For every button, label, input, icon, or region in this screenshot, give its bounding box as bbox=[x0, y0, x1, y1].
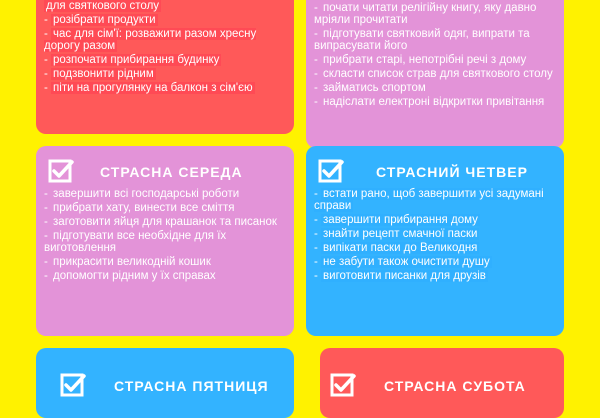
list-item: - розібрати продукти bbox=[44, 14, 156, 26]
list-item: - завершити прибирання дому bbox=[314, 214, 478, 226]
list-item: - час для сім'ї: розважити разом хресну дорогу разом bbox=[44, 28, 257, 52]
list-item: - надіслати електроні відкритки привітання bbox=[314, 96, 545, 108]
list-item: - підготувати все необхідне для їх виготовлення bbox=[44, 230, 227, 254]
card-saturday bbox=[320, 348, 564, 418]
card-title: СТРАСНИЙ ЧЕТВЕР bbox=[376, 164, 528, 180]
list-item: - заготовити яйця для крашанок та писанок bbox=[44, 216, 277, 228]
card-monday-list bbox=[44, 0, 289, 96]
checkbox-check-icon bbox=[318, 158, 344, 184]
checkbox-check-icon bbox=[330, 372, 356, 398]
list-item: - виготовити писанки для друзів bbox=[314, 270, 486, 282]
list-item: - завершити всі господарські роботи bbox=[44, 188, 240, 200]
card-monday bbox=[36, 0, 294, 134]
list-item: - прибрати старі, непотрібні речі з дому bbox=[314, 54, 527, 66]
card-title: СТРАСНА СУБОТА bbox=[384, 378, 526, 394]
list-item: - прибрати хату, винести все сміття bbox=[44, 202, 235, 214]
list-item: - прикрасити великодній кошик bbox=[44, 256, 211, 268]
checkbox-check-icon bbox=[48, 158, 74, 184]
list-item: - встати рано, щоб завершити усі задумані справи bbox=[314, 188, 544, 212]
card-wednesday bbox=[36, 146, 294, 336]
list-item: - почати читати релігійну книгу, яку давно мріяли прочитати bbox=[314, 2, 537, 26]
list-item: - допомогти рідним у їх справах bbox=[44, 270, 216, 282]
list-item: - скласти список страв для святкового столу bbox=[314, 68, 553, 80]
card-thursday-list bbox=[314, 188, 559, 284]
list-item: - займатись спортом bbox=[314, 82, 426, 94]
list-item: - піти на прогулянку на балкон з сім'єю bbox=[44, 82, 253, 94]
list-item: - знайти рецепт смачної паски bbox=[314, 228, 478, 240]
card-friday bbox=[36, 348, 294, 418]
card-title: СТРАСНА СЕРЕДА bbox=[100, 164, 243, 180]
card-thursday bbox=[306, 146, 564, 336]
list-item: - підготувати святковий одяг, випрати та випрасувати його bbox=[314, 28, 530, 52]
list-item: - випікати паски до Великодня bbox=[314, 242, 478, 254]
card-tuesday bbox=[306, 0, 564, 148]
list-item: для святкового столу bbox=[46, 0, 160, 12]
card-title: СТРАСНА ПЯТНИЦЯ bbox=[114, 378, 269, 394]
list-item: - подзвонити рідним bbox=[44, 68, 154, 80]
card-tuesday-list bbox=[314, 2, 559, 110]
list-item: - розпочати прибирання будинку bbox=[44, 54, 220, 66]
checkbox-check-icon bbox=[60, 372, 86, 398]
list-item: - не забути також очистити душу bbox=[314, 256, 490, 268]
card-wednesday-list bbox=[44, 188, 289, 284]
